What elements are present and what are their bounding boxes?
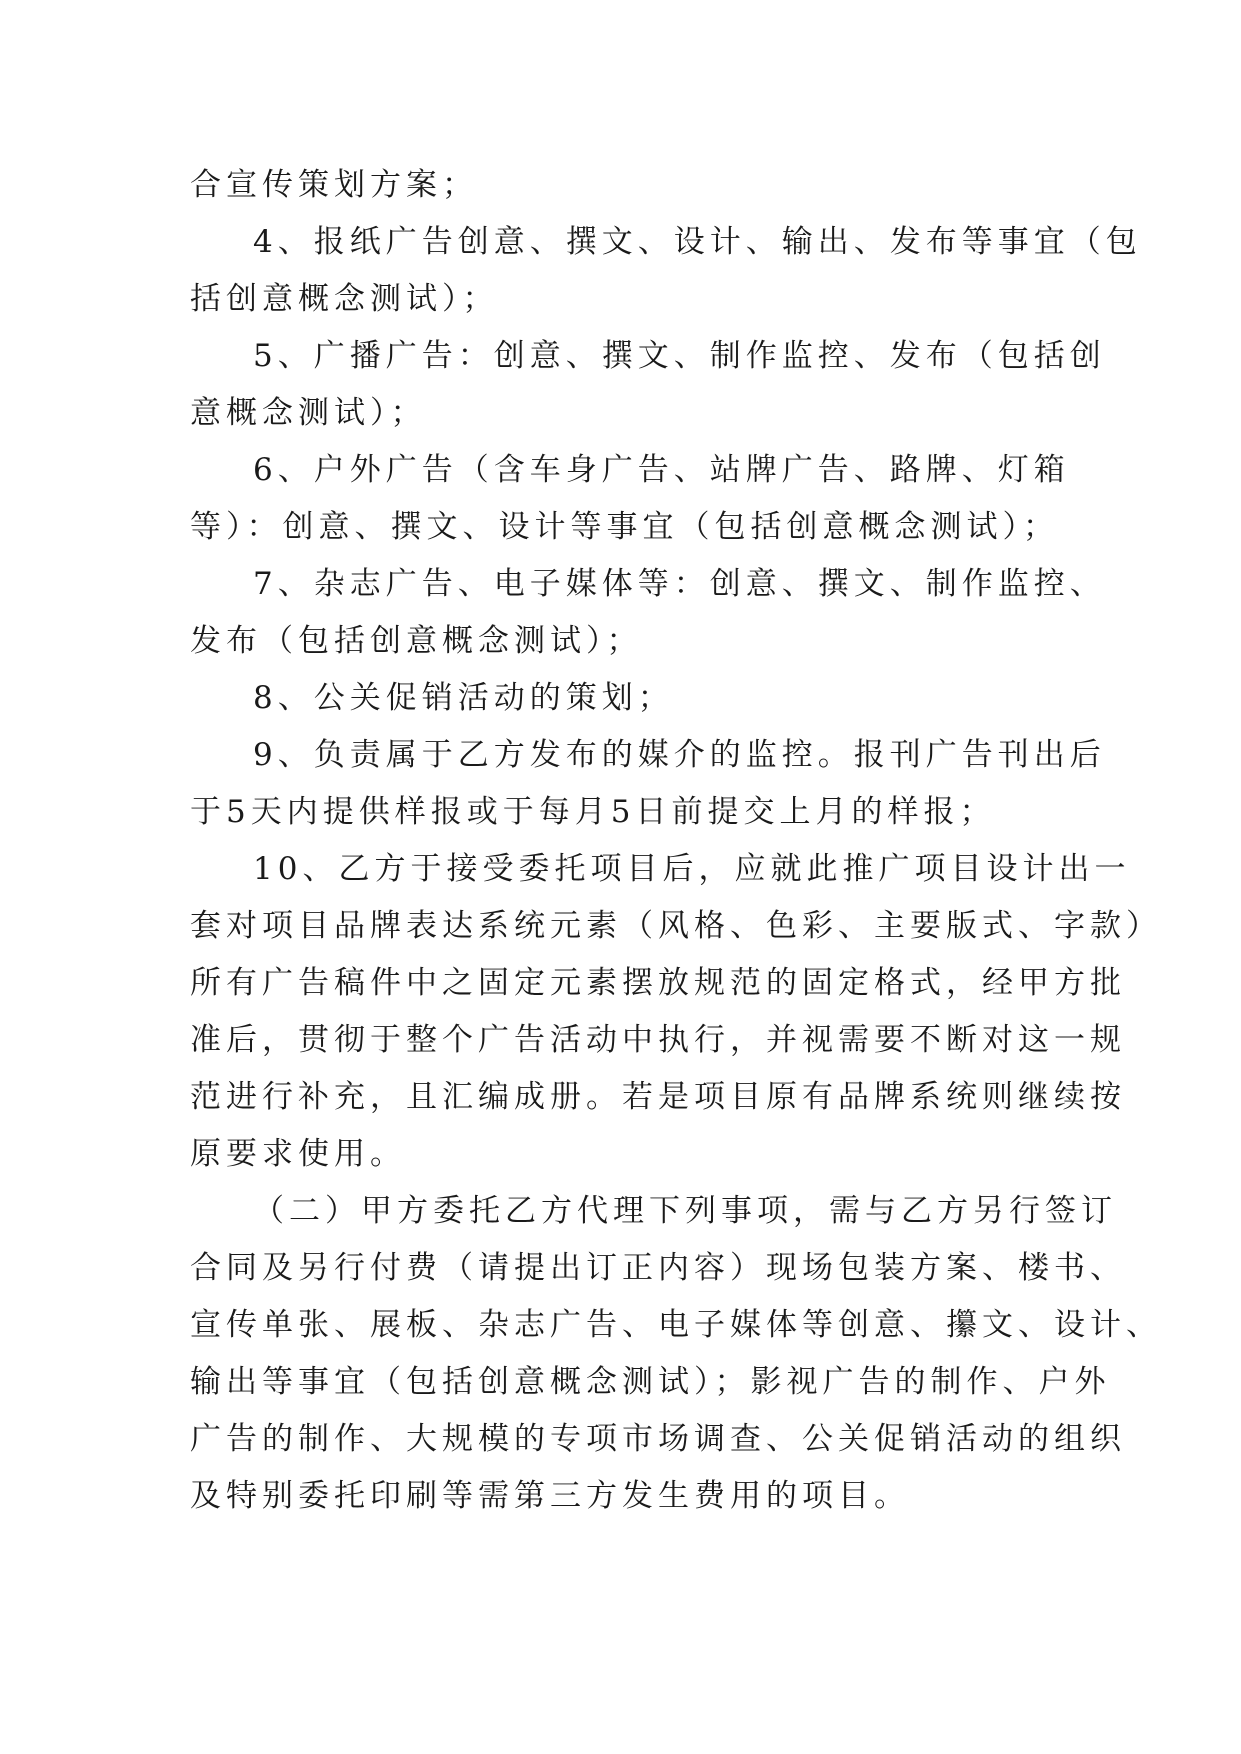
text-line-1: 合宣传策划方案； <box>190 167 478 203</box>
text-line-15: 所有广告稿件中之固定元素摆放规范的固定格式，经甲方批 <box>190 965 1126 1001</box>
text-line-16: 准后，贯彻于整个广告活动中执行，并视需要不断对这一规 <box>190 1022 1126 1058</box>
text-line-23: 广告的制作、大规模的专项市场调查、公关促销活动的组织 <box>190 1421 1126 1457</box>
text-line-14: 套对项目品牌表达系统元素（风格、色彩、主要版式、字款） <box>190 908 1162 944</box>
text-line-18: 原要求使用。 <box>190 1136 406 1172</box>
text-line-6: 6、户外广告（含车身广告、站牌广告、路牌、灯箱 <box>253 452 1070 488</box>
text-line-19: （二）甲方委托乙方代理下列事项，需与乙方另行签订 <box>253 1193 1117 1229</box>
text-line-17: 范进行补充，且汇编成册。若是项目原有品牌系统则继续按 <box>190 1079 1126 1115</box>
text-line-8: 7、杂志广告、电子媒体等：创意、撰文、制作监控、 <box>253 566 1106 602</box>
text-line-20: 合同及另行付费（请提出订正内容）现场包装方案、楼书、 <box>190 1250 1126 1286</box>
text-line-4: 5、广播广告：创意、撰文、制作监控、发布（包括创 <box>253 338 1106 374</box>
text-line-3: 括创意概念测试）； <box>190 281 499 317</box>
text-line-13: 10、乙方于接受委托项目后，应就此推广项目设计出一 <box>253 851 1131 887</box>
text-line-11: 9、负责属于乙方发布的媒介的监控。报刊广告刊出后 <box>253 737 1106 773</box>
text-line-5: 意概念测试）； <box>190 395 427 431</box>
text-line-7: 等）：创意、撰文、设计等事宜（包括创意概念测试）； <box>190 509 1059 545</box>
text-line-10: 8、公关促销活动的策划； <box>253 680 674 716</box>
text-line-22: 输出等事宜（包括创意概念测试）；影视广告的制作、户外 <box>190 1364 1111 1400</box>
text-line-2: 4、报纸广告创意、撰文、设计、输出、发布等事宜（包 <box>253 224 1142 260</box>
text-line-9: 发布（包括创意概念测试）； <box>190 623 643 659</box>
text-line-12: 于5天内提供样报或于每月5日前提交上月的样报； <box>190 794 996 830</box>
text-line-21: 宣传单张、展板、杂志广告、电子媒体等创意、攥文、设计、 <box>190 1307 1162 1343</box>
text-line-24: 及特别委托印刷等需第三方发生费用的项目。 <box>190 1478 910 1514</box>
